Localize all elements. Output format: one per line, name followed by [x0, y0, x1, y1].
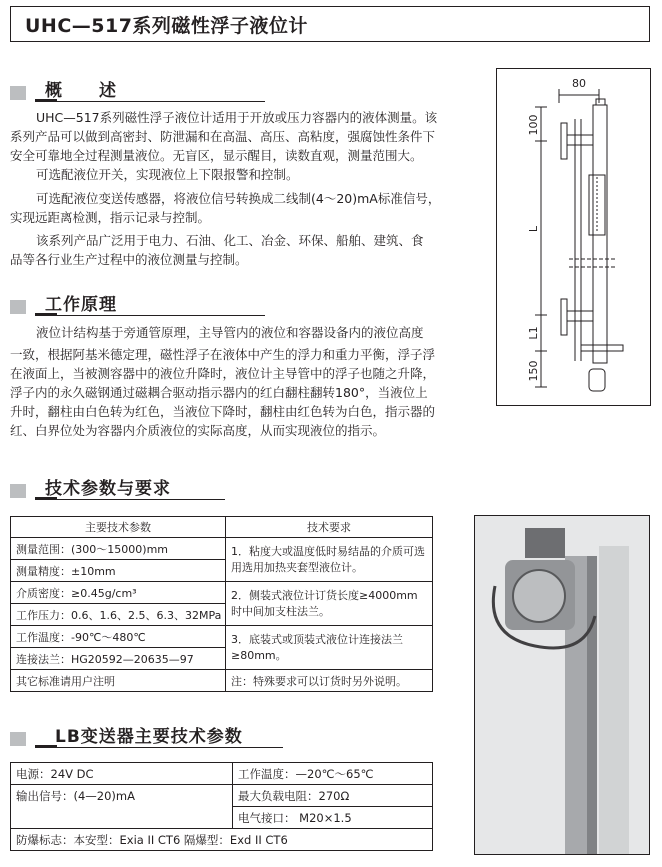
spec-param: 测量范围：(300～15000)mm	[11, 538, 226, 560]
spec-param: 测量精度：±10mm	[11, 560, 226, 582]
section-marker-icon	[10, 86, 26, 100]
section-principle-heading	[10, 290, 450, 316]
lb-power: 电源：24V DC	[11, 763, 233, 785]
overview-line: 可选配液位变送传感器，将液位信号转换成二线制(4～20)mA标准信号，	[36, 191, 441, 206]
section-overview-heading	[10, 76, 450, 102]
gauge-drawing	[497, 69, 650, 405]
product-photo	[474, 515, 650, 855]
dim-label-L: L	[527, 225, 540, 233]
section-rule	[35, 747, 283, 748]
section-title: 概 述	[45, 81, 117, 101]
overview-line: 品等各行业生产过程中的液位测量与控制。	[10, 252, 248, 267]
section-title: 工作原理	[45, 295, 117, 315]
lb-output: 输出信号：(4—20)mA	[11, 785, 233, 829]
overview-line: 安全可靠地全过程测量液位。无盲区，显示醒目，读数直观，测量范围大。	[10, 148, 423, 163]
spec-col-header: 技术要求	[226, 517, 433, 538]
title-box	[10, 6, 650, 42]
spec-param: 介质密度：≥0.45g/cm³	[11, 582, 226, 604]
section-marker-icon	[10, 300, 26, 314]
dim-label-L1: L1	[527, 326, 540, 340]
spec-req: 3．底装式或顶装式液位计连接法兰≥80mm。	[226, 626, 433, 670]
principle-line: 液位计结构基于旁通管原理，主导管内的液位和容器设备内的液位高度	[36, 325, 424, 340]
spec-req: 1．粘度大或温度低时易结晶的介质可选用选用加热夹套型液位计。	[226, 538, 433, 582]
lb-explosion: 防爆标志：本安型：Exia II CT6 隔爆型：Exd II CT6	[11, 829, 433, 851]
dim-label-100: 100	[527, 114, 540, 136]
section-marker-icon	[10, 732, 26, 746]
spec-param: 连接法兰：HG20592—20635—97	[11, 648, 226, 670]
overview-line: 系列产品可以做到高密封、防泄漏和在高温、高压、高粘度，强腐蚀性条件下	[10, 129, 436, 144]
section-rule	[35, 101, 265, 102]
section-rule	[35, 315, 265, 316]
principle-line: 在液面上，当被测容器中的液位升降时，液位计主导管中的浮子也随之升降，	[10, 366, 436, 381]
spec-table	[10, 516, 433, 692]
spec-req: 注：特殊要求可以订货时另外说明。	[226, 670, 433, 692]
lb-table	[10, 762, 433, 851]
section-rule	[35, 499, 225, 500]
spec-col-header: 主要技术参数	[11, 517, 226, 538]
overview-line: 该系列产品广泛用于电力、石油、化工、冶金、环保、船舶、建筑、食	[36, 233, 424, 248]
page-title: UHC—517系列磁性浮子液位计	[25, 15, 308, 37]
spec-req: 2．侧装式液位计订货长度≥4000mm时中间加支柱法兰。	[226, 582, 433, 626]
section-title: 技术参数与要求	[45, 479, 171, 499]
section-title: LB变送器主要技术参数	[55, 727, 243, 747]
gauge-drawing-frame	[496, 68, 651, 406]
section-specs-heading	[10, 474, 450, 500]
overview-line: 可选配液位开关，实现液位上下限报警和控制。	[36, 167, 299, 182]
principle-line: 浮子内的永久磁钢通过磁耦合驱动指示器内的红白翻柱翻转180°，当液位上	[10, 385, 428, 400]
principle-line: 一致，根据阿基米德定理，磁性浮子在液体中产生的浮力和重力平衡，浮子浮	[10, 347, 436, 362]
overview-line: 实现远距离检测，指示记录与控制。	[10, 210, 211, 225]
section-lb-heading	[10, 722, 450, 748]
dim-label-80: 80	[572, 77, 586, 90]
principle-line: 升时，翻柱由白色转为红色，当液位下降时，翻柱由红色转为白色，指示器的	[10, 404, 436, 419]
level-gauge-photo-icon	[475, 516, 649, 854]
spec-param: 工作压力：0.6、1.6、2.5、6.3、32MPa	[11, 604, 226, 626]
lb-work-temp: 工作温度：—20℃～65℃	[233, 763, 433, 785]
lb-max-load: 最大负载电阻：270Ω	[233, 785, 433, 807]
dim-label-150: 150	[527, 360, 540, 382]
spec-param: 其它标准请用户注明	[11, 670, 226, 692]
lb-electrical: 电气接口： M20×1.5	[233, 807, 433, 829]
principle-line: 红、白界位处为容器内介质液位的实际高度，从而实现液位的指示。	[10, 423, 386, 438]
overview-line: UHC—517系列磁性浮子液位计适用于开放或压力容器内的液体测量。该	[36, 110, 438, 125]
section-marker-icon	[10, 484, 26, 498]
spec-param: 工作温度：-90℃～480℃	[11, 626, 226, 648]
